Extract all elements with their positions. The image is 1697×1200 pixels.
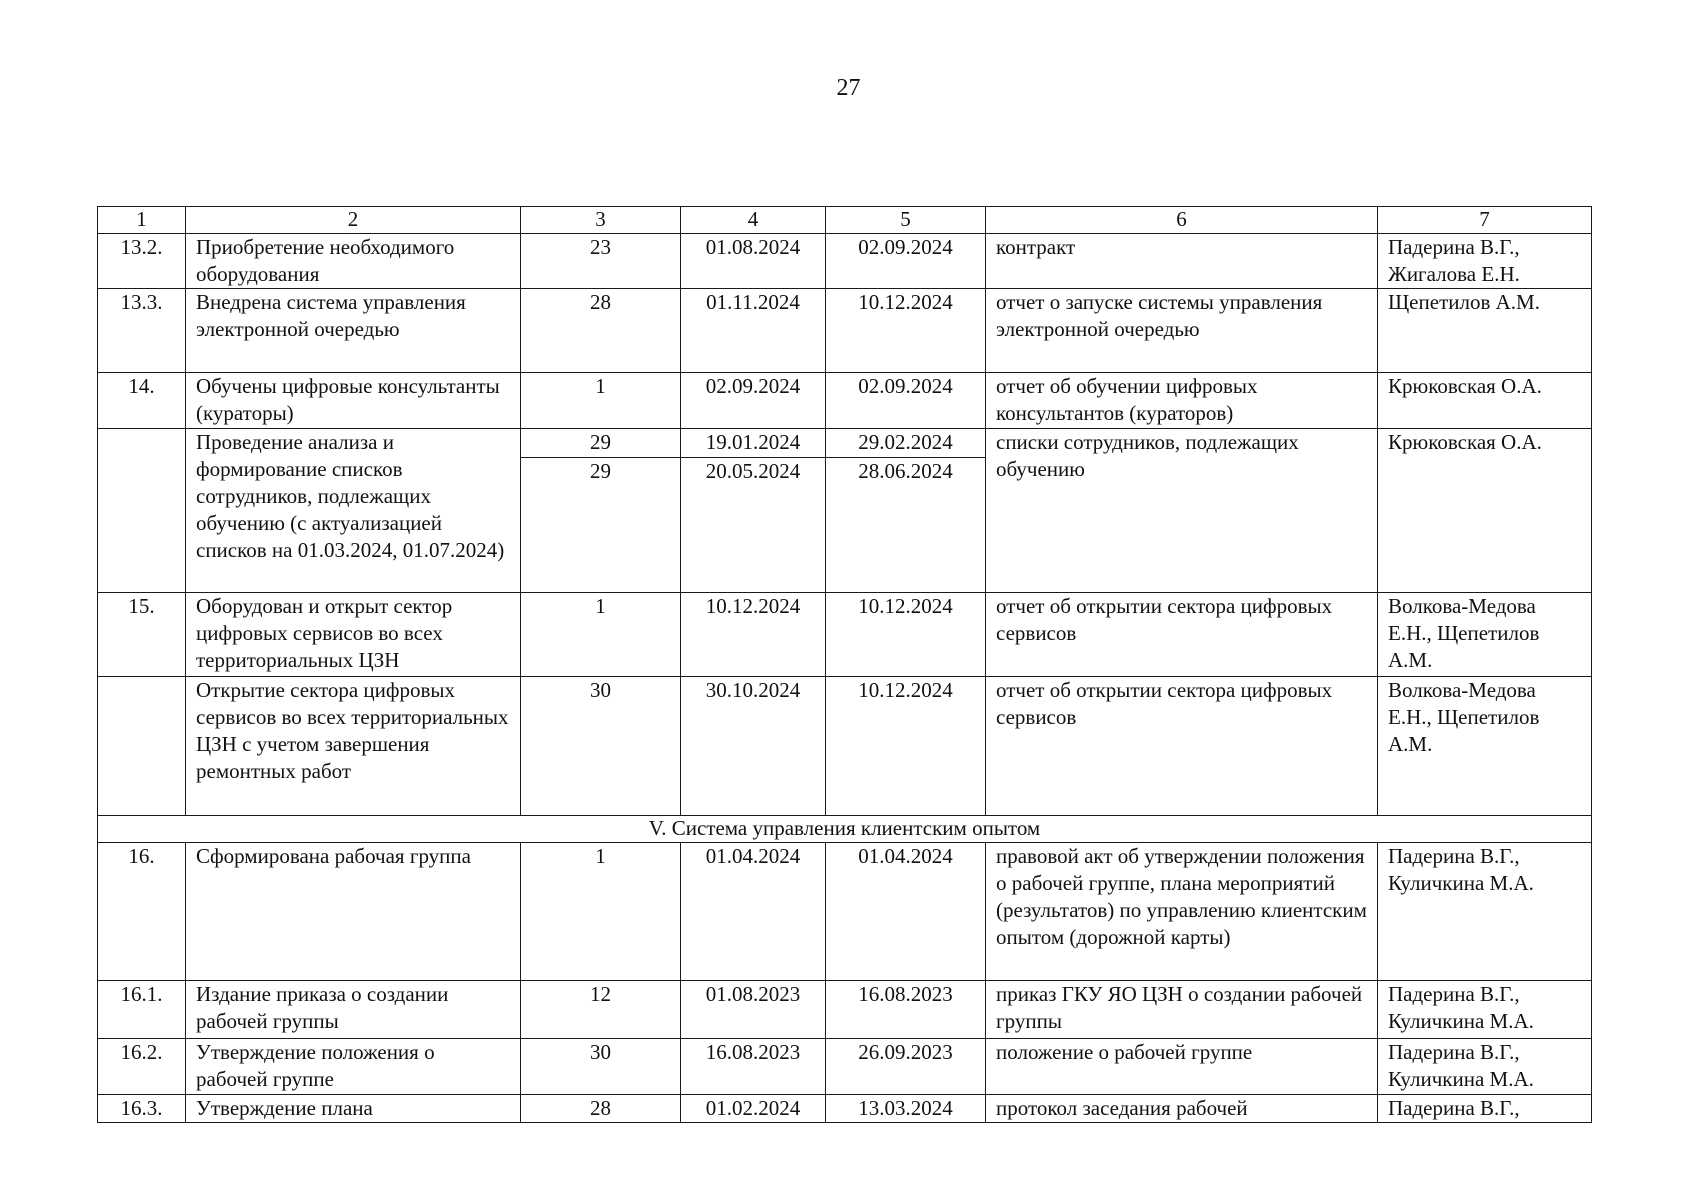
- item-number: 15.: [98, 593, 186, 677]
- item-duration: 30: [521, 677, 681, 816]
- section-row: [98, 816, 1592, 843]
- plan-table: [97, 206, 1592, 1123]
- item-document: протокол заседания рабочей: [986, 1095, 1378, 1123]
- item-document: правовой акт об утверждении положения о рабочей группе, плана мероприятий (результатов) по управлению клиентским опытом (дорожной карты): [986, 843, 1378, 981]
- column-header: 7: [1378, 207, 1592, 234]
- item-duration: 29: [521, 458, 681, 593]
- item-start-date: 01.08.2024: [681, 234, 826, 289]
- item-document: положение о рабочей группе: [986, 1039, 1378, 1095]
- column-header: 2: [186, 207, 521, 234]
- item-end-date: 26.09.2023: [826, 1039, 986, 1095]
- item-number: [98, 429, 186, 593]
- item-start-date: 02.09.2024: [681, 373, 826, 429]
- item-document: отчет о запуске системы управления электронной очередью: [986, 289, 1378, 373]
- item-duration: 12: [521, 981, 681, 1039]
- item-document: отчет об обучении цифровых консультантов (кураторов): [986, 373, 1378, 429]
- item-duration: 28: [521, 289, 681, 373]
- table-row: [98, 289, 1592, 373]
- item-end-date: 10.12.2024: [826, 677, 986, 816]
- item-start-date: 30.10.2024: [681, 677, 826, 816]
- item-start-date: 20.05.2024: [681, 458, 826, 593]
- item-duration: 30: [521, 1039, 681, 1095]
- item-end-date: 02.09.2024: [826, 234, 986, 289]
- item-number: 16.2.: [98, 1039, 186, 1095]
- item-document: отчет об открытии сектора цифровых сервисов: [986, 593, 1378, 677]
- item-responsible: Падерина В.Г., Куличкина М.А.: [1378, 1039, 1592, 1095]
- item-document: приказ ГКУ ЯО ЦЗН о создании рабочей группы: [986, 981, 1378, 1039]
- item-name: Утверждение плана: [186, 1095, 521, 1123]
- item-document: отчет об открытии сектора цифровых сервисов: [986, 677, 1378, 816]
- item-responsible: Щепетилов А.М.: [1378, 289, 1592, 373]
- item-document: списки сотрудников, подлежащих обучению: [986, 429, 1378, 593]
- column-header: 3: [521, 207, 681, 234]
- item-end-date: 29.02.2024: [826, 429, 986, 458]
- section-title: V. Система управления клиентским опытом: [98, 816, 1592, 843]
- item-number: [98, 677, 186, 816]
- item-duration: 1: [521, 593, 681, 677]
- item-start-date: 01.11.2024: [681, 289, 826, 373]
- item-number: 14.: [98, 373, 186, 429]
- item-number: 13.3.: [98, 289, 186, 373]
- table-row: [98, 234, 1592, 289]
- item-responsible: Волкова-Медова Е.Н., Щепетилов А.М.: [1378, 593, 1592, 677]
- item-duration: 1: [521, 843, 681, 981]
- item-responsible: Волкова-Медова Е.Н., Щепетилов А.М.: [1378, 677, 1592, 816]
- page-number: 27: [836, 75, 861, 101]
- item-number: 13.2.: [98, 234, 186, 289]
- item-number: 16.1.: [98, 981, 186, 1039]
- item-responsible: Крюковская О.А.: [1378, 429, 1592, 593]
- item-document: контракт: [986, 234, 1378, 289]
- item-name: Открытие сектора цифровых сервисов во всех территориальных ЦЗН с учетом завершения ремонтных работ: [186, 677, 521, 816]
- item-responsible: Падерина В.Г., Куличкина М.А.: [1378, 843, 1592, 981]
- item-number: 16.3.: [98, 1095, 186, 1123]
- item-name: Оборудован и открыт сектор цифровых сервисов во всех территориальных ЦЗН: [186, 593, 521, 677]
- item-end-date: 10.12.2024: [826, 593, 986, 677]
- item-duration: 1: [521, 373, 681, 429]
- item-number: 16.: [98, 843, 186, 981]
- item-name: Проведение анализа и формирование списков сотрудников, подлежащих обучению (с актуализацией списков на 01.03.2024, 01.07.2024): [186, 429, 521, 593]
- table-row: [98, 843, 1592, 981]
- table-row: [98, 593, 1592, 677]
- item-end-date: 10.12.2024: [826, 289, 986, 373]
- table-row: [98, 1095, 1592, 1123]
- item-name: Приобретение необходимого оборудования: [186, 234, 521, 289]
- item-responsible: Крюковская О.А.: [1378, 373, 1592, 429]
- item-end-date: 02.09.2024: [826, 373, 986, 429]
- item-start-date: 01.02.2024: [681, 1095, 826, 1123]
- item-duration: 23: [521, 234, 681, 289]
- column-number-row: [98, 207, 1592, 234]
- item-responsible: Падерина В.Г.,: [1378, 1095, 1592, 1123]
- item-start-date: 16.08.2023: [681, 1039, 826, 1095]
- item-end-date: 13.03.2024: [826, 1095, 986, 1123]
- item-name: Сформирована рабочая группа: [186, 843, 521, 981]
- column-header: 4: [681, 207, 826, 234]
- item-end-date: 28.06.2024: [826, 458, 986, 593]
- item-start-date: 10.12.2024: [681, 593, 826, 677]
- item-end-date: 01.04.2024: [826, 843, 986, 981]
- table-row: [98, 981, 1592, 1039]
- item-name: Утверждение положения о рабочей группе: [186, 1039, 521, 1095]
- column-header: 1: [98, 207, 186, 234]
- table-row: [98, 1039, 1592, 1095]
- item-end-date: 16.08.2023: [826, 981, 986, 1039]
- item-name: Обучены цифровые консультанты (кураторы): [186, 373, 521, 429]
- item-start-date: 01.04.2024: [681, 843, 826, 981]
- item-name: Внедрена система управления электронной очередью: [186, 289, 521, 373]
- item-start-date: 01.08.2023: [681, 981, 826, 1039]
- table-row: [98, 429, 1592, 458]
- column-header: 5: [826, 207, 986, 234]
- item-responsible: Падерина В.Г., Жигалова Е.Н.: [1378, 234, 1592, 289]
- item-duration: 29: [521, 429, 681, 458]
- table-row: [98, 677, 1592, 816]
- item-duration: 28: [521, 1095, 681, 1123]
- item-responsible: Падерина В.Г., Куличкина М.А.: [1378, 981, 1592, 1039]
- table-row: [98, 373, 1592, 429]
- item-name: Издание приказа о создании рабочей группы: [186, 981, 521, 1039]
- item-start-date: 19.01.2024: [681, 429, 826, 458]
- column-header: 6: [986, 207, 1378, 234]
